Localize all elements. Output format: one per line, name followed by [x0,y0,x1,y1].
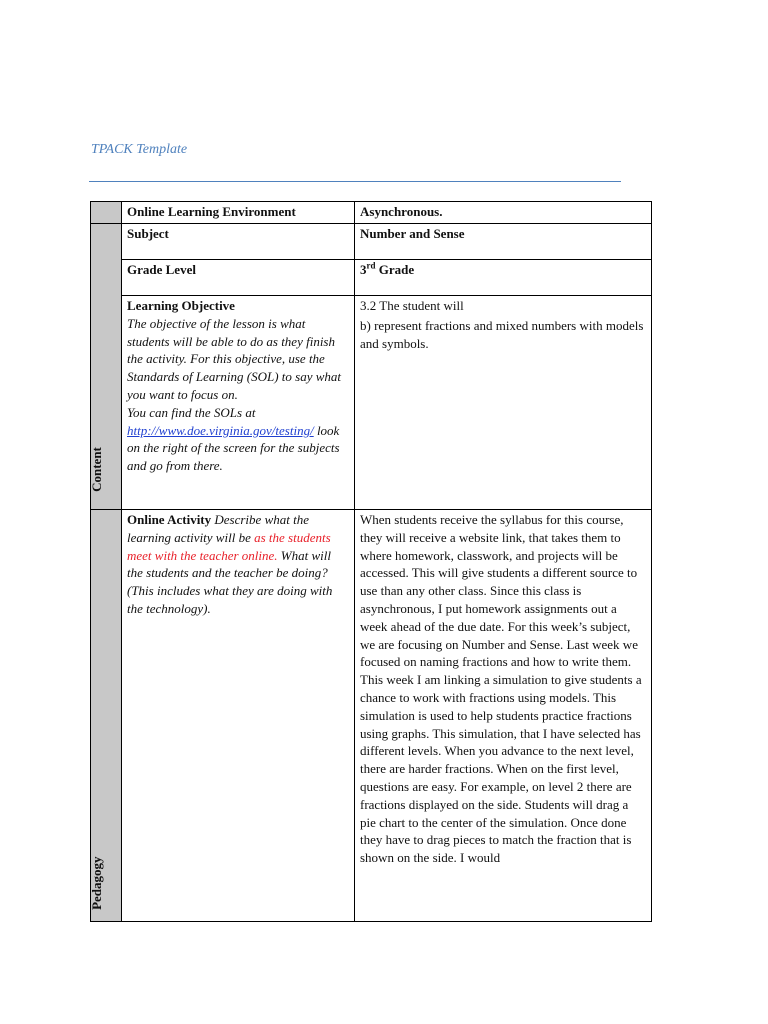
objective-find-text: You can find the SOLs at [127,404,256,420]
activity-label-cell [122,510,355,922]
header-right-cell [355,202,652,224]
activity-value-cell [355,510,652,922]
content-section-label: Content [89,447,105,493]
activity-label: Online Activity [127,512,212,527]
grade-row [91,260,652,296]
document-title: TPACK Template [91,142,188,157]
grade-value-cell [355,260,652,296]
grade-value [360,262,414,277]
table-header-row [91,202,652,224]
sol-link[interactable]: http://www.doe.virginia.gov/testing/ [127,422,314,438]
header-right-value: Asynchronous. [360,204,443,219]
tpack-table [90,201,652,922]
title-underline-divider [89,181,621,182]
activity-description-b: What will the students and the teacher be doing? (This includes what they are doing with the technology). [127,547,333,616]
objective-value-cell [355,296,652,510]
pedagogy-section-cell [91,510,122,922]
content-section-cell [91,224,122,510]
subject-row [91,224,652,260]
subject-value-cell [355,224,652,260]
activity-description-a: Describe what the learning activity will be [127,512,309,545]
objective-label-cell [122,296,355,510]
activity-row [91,510,652,922]
grade-ordinal-suffix: rd [366,260,376,271]
side-header-cell [91,202,122,224]
header-left-label: Online Learning Environment [127,204,296,219]
objective-value-line2: b) represent fractions and mixed numbers with models and symbols. [360,317,644,351]
activity-value-text: When students receive the syllabus for this course, they will receive a website link, that takes them to where homework, classwork, and projects will be accessed. This will give students a different source to use than any other class. Since this class is asynchronous, I put homework assignments out a week ahead of the due date. For this week’s subject, we are focusing on Number and Sense. Last week we focused on naming fractions and how to write them. This week I am linking a simulation to give students a chance to work with fractions using models. This simulation is used to help students practice fractions using graphs. This simulation, that I have selected has different levels. When you advance to the next level, there are harder fractions. When on the first level, questions are easy. For example, on level 2 there are fractions displayed on the side. Students will drag a pie chart to the center of the simulation. Once done they have to drag pieces to match the fraction that is shown on the side. I would [360,512,642,866]
grade-label-cell [122,260,355,296]
grade-label: Grade Level [127,262,196,277]
objective-row [91,296,652,510]
pedagogy-section-label: Pedagogy [89,856,105,911]
grade-word: Grade [375,262,415,277]
activity-description-highlight: as the students meet with the teacher online. [127,529,331,563]
objective-value-line1: 3.2 The student will [360,298,464,313]
subject-value: Number and Sense [360,226,465,241]
objective-after-link-text: look on the right of the screen for the subjects and go from there. [127,422,340,474]
header-left-cell [122,202,355,224]
grade-number: 3 [360,262,367,277]
objective-description: The objective of the lesson is what students will be able to do as they finish the activity. For this objective, use the Standards of Learning (SOL) to say what you want to focus on. [127,315,342,402]
subject-label-cell [122,224,355,260]
subject-label: Subject [127,226,169,241]
objective-label: Learning Objective [127,298,235,313]
